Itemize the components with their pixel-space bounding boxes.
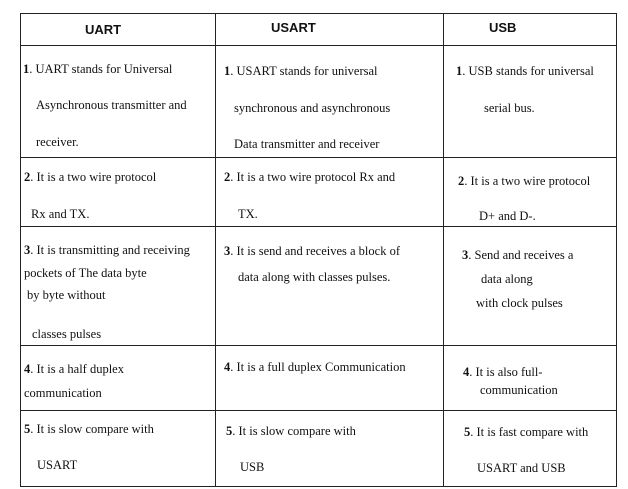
cell-line: by byte without xyxy=(27,288,106,302)
cell-line: . Send and receives a xyxy=(468,248,574,262)
item-number: 1 xyxy=(224,64,231,78)
item-number: 3 xyxy=(224,244,231,258)
item-number: 2 xyxy=(24,170,31,184)
item-number: 2 xyxy=(458,174,465,188)
table-border-left xyxy=(20,13,21,487)
cell-line: . It is fast compare with xyxy=(470,425,589,439)
cell-uart-1 xyxy=(23,62,172,77)
cell-line: . It is also full- xyxy=(469,365,543,379)
cell-line: . It is a two wire protocol xyxy=(464,174,591,188)
item-number: 1 xyxy=(456,64,463,78)
cell-usb-5 xyxy=(464,425,588,440)
cell-uart-5 xyxy=(24,422,154,437)
cell-line: . It is a two wire protocol Rx and xyxy=(230,170,396,184)
cell-line: . USART stands for universal xyxy=(230,64,378,78)
row-divider-2 xyxy=(20,226,617,227)
cell-line: . USB stands for universal xyxy=(462,64,594,78)
cell-usart-1 xyxy=(224,64,378,79)
header-usart: USART xyxy=(271,20,316,35)
item-number: 5 xyxy=(24,422,31,436)
item-number: 4 xyxy=(463,365,470,379)
item-number: 1 xyxy=(23,62,30,76)
cell-line: . It is transmitting and receiving xyxy=(30,243,190,257)
cell-line: communication xyxy=(24,386,102,400)
cell-line: . UART stands for Universal xyxy=(29,62,173,76)
cell-usart-2 xyxy=(224,170,395,185)
cell-uart-3 xyxy=(24,243,190,258)
cell-usart-4 xyxy=(224,360,406,375)
cell-usb-4 xyxy=(463,365,543,380)
cell-line: USB xyxy=(240,460,265,474)
column-divider-1 xyxy=(215,13,216,487)
cell-line: TX. xyxy=(238,207,258,221)
cell-line: Asynchronous transmitter and xyxy=(36,98,187,112)
table-border-top xyxy=(20,13,617,14)
header-usb: USB xyxy=(489,20,517,35)
cell-usart-5 xyxy=(226,424,356,439)
row-divider-3 xyxy=(20,345,617,346)
item-number: 3 xyxy=(462,248,469,262)
header-uart: UART xyxy=(85,22,122,37)
cell-line: pockets of The data byte xyxy=(24,266,147,280)
row-divider-1 xyxy=(20,157,617,158)
row-divider-4 xyxy=(20,410,617,411)
cell-line: data along with classes pulses. xyxy=(238,270,391,284)
cell-line: . It is a two wire protocol xyxy=(30,170,157,184)
cell-line: . It is a full duplex Communication xyxy=(230,360,406,374)
cell-line: . It is a half duplex xyxy=(30,362,124,376)
column-divider-2 xyxy=(443,13,444,487)
cell-line: serial bus. xyxy=(484,101,535,115)
cell-usb-1 xyxy=(456,64,594,79)
cell-usart-3 xyxy=(224,244,400,259)
item-number: 2 xyxy=(224,170,231,184)
cell-usb-3 xyxy=(462,248,573,263)
table-border-right xyxy=(616,13,617,487)
cell-line: communication xyxy=(480,383,558,397)
cell-line: data along xyxy=(481,272,533,286)
cell-line: Data transmitter and receiver xyxy=(234,137,380,151)
item-number: 5 xyxy=(226,424,233,438)
cell-line: USART xyxy=(37,458,78,472)
cell-usb-2 xyxy=(458,174,590,189)
cell-line: . It is slow compare with xyxy=(232,424,356,438)
item-number: 4 xyxy=(24,362,31,376)
cell-line: Rx and TX. xyxy=(31,207,90,221)
item-number: 4 xyxy=(224,360,231,374)
header-divider xyxy=(20,45,617,46)
item-number: 5 xyxy=(464,425,471,439)
cell-line: with clock pulses xyxy=(476,296,563,310)
table-border-bottom xyxy=(20,486,617,487)
cell-line: receiver. xyxy=(36,135,79,149)
item-number: 3 xyxy=(24,243,31,257)
cell-line: USART and USB xyxy=(477,461,566,475)
cell-line: . It is slow compare with xyxy=(30,422,154,436)
cell-line: classes pulses xyxy=(32,327,102,341)
cell-uart-4 xyxy=(24,362,124,377)
cell-uart-2 xyxy=(24,170,156,185)
cell-line: D+ and D-. xyxy=(479,209,536,223)
cell-line: synchronous and asynchronous xyxy=(234,101,391,115)
cell-line: . It is send and receives a block of xyxy=(230,244,400,258)
